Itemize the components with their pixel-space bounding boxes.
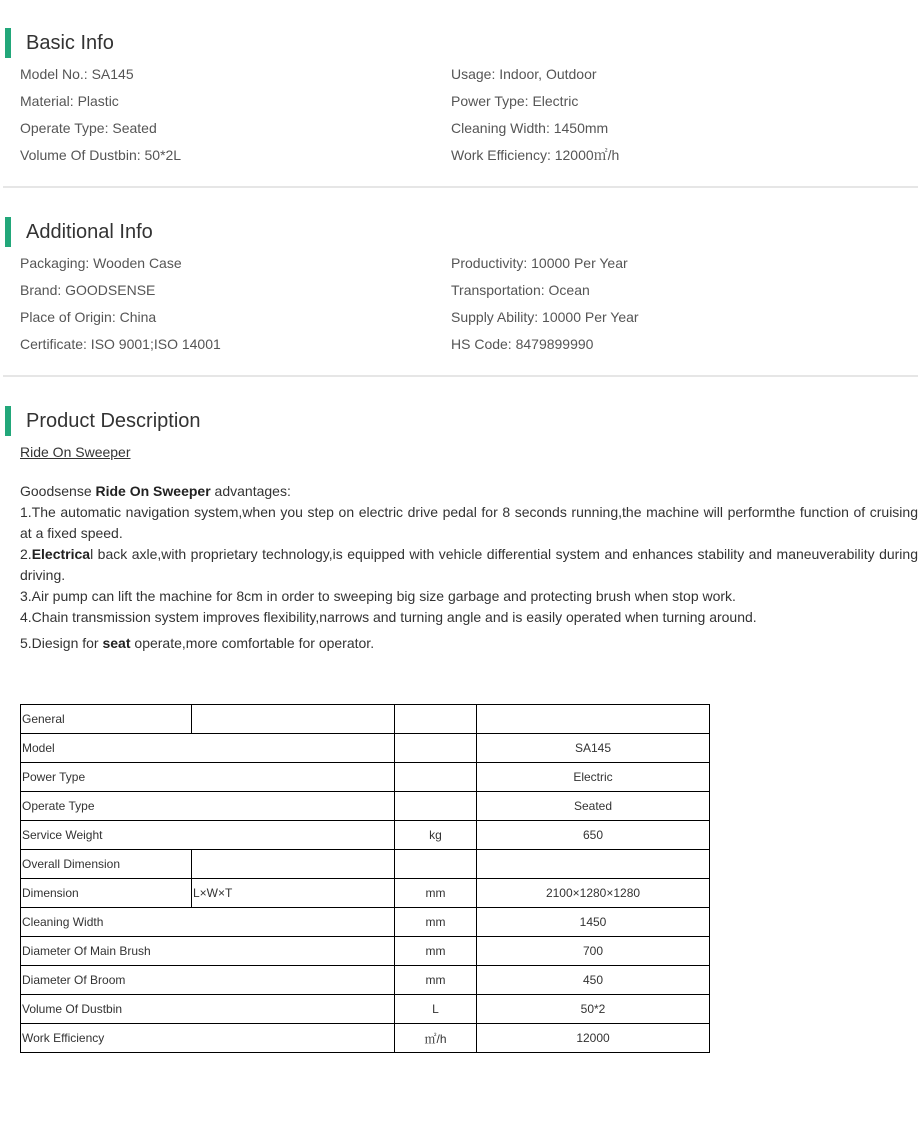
spec-value xyxy=(477,705,710,734)
spec-unit: kg xyxy=(395,821,477,850)
intro-bold-text: Ride On Sweeper xyxy=(95,483,211,499)
table-row xyxy=(21,850,710,879)
spec-label: Service Weight xyxy=(21,821,395,850)
basic-info-dustbin-volume: Volume Of Dustbin: 50*2L xyxy=(20,147,182,163)
spec-unit xyxy=(395,850,477,879)
additional-info-brand: Brand: GOODSENSE xyxy=(20,282,156,298)
spec-value: SA145 xyxy=(477,734,710,763)
table-row xyxy=(21,908,710,937)
spec-sublabel xyxy=(192,850,395,879)
spec-unit xyxy=(395,705,477,734)
spec-value: 12000 xyxy=(477,1024,710,1053)
table-row xyxy=(21,995,710,1024)
section-divider xyxy=(3,375,918,377)
point-2-bold-text: Electrica xyxy=(31,546,91,562)
basic-info-operate-type: Operate Type: Seated xyxy=(20,120,157,136)
section-divider xyxy=(3,186,918,188)
table-row xyxy=(21,1024,710,1053)
spec-unit: mm xyxy=(395,908,477,937)
table-row xyxy=(21,879,710,908)
section-accent-bar xyxy=(5,406,11,436)
spec-value: 1450 xyxy=(477,908,710,937)
spec-unit: L xyxy=(395,995,477,1024)
basic-info-model: Model No.: SA145 xyxy=(20,66,134,82)
intro-text-end: advantages: xyxy=(210,483,291,499)
spec-unit: ㎡/h xyxy=(395,1024,477,1053)
table-row xyxy=(21,705,710,734)
section-accent-bar xyxy=(5,28,11,58)
description-point-3: 3.Air pump can lift the machine for 8cm in order to sweeping big size garbage and protecting brush when stop work. xyxy=(20,588,736,604)
additional-info-hs-code: HS Code: 8479899990 xyxy=(451,336,594,352)
spec-label: Work Efficiency xyxy=(21,1024,395,1053)
spec-label: Diameter Of Main Brush xyxy=(21,937,395,966)
point-2-prefix: 2. xyxy=(20,546,32,562)
spec-value: 2100×1280×1280 xyxy=(477,879,710,908)
description-point-5 xyxy=(20,633,918,654)
intro-text: Goodsense xyxy=(20,483,96,499)
point-2-text: l back axle,with proprietary technology,is equipped with vehicle differential system and enhances stability and maneuverability during driving. xyxy=(20,546,918,583)
table-row xyxy=(21,734,710,763)
specification-table xyxy=(20,704,710,1053)
basic-info-usage: Usage: Indoor, Outdoor xyxy=(451,66,597,82)
spec-value: 700 xyxy=(477,937,710,966)
spec-label: Model xyxy=(21,734,395,763)
additional-info-productivity: Productivity: 10000 Per Year xyxy=(451,255,628,271)
point-5-bold-text: seat xyxy=(102,635,131,651)
spec-unit: mm xyxy=(395,966,477,995)
spec-sublabel: L×W×T xyxy=(192,879,395,908)
spec-value: 450 xyxy=(477,966,710,995)
table-row xyxy=(21,792,710,821)
spec-label: Overall Dimension xyxy=(21,850,192,879)
spec-label: Volume Of Dustbin xyxy=(21,995,395,1024)
spec-value: Seated xyxy=(477,792,710,821)
table-row xyxy=(21,763,710,792)
additional-info-origin: Place of Origin: China xyxy=(20,309,157,325)
description-point-1: 1.The automatic navigation system,when you step on electric drive pedal for 8 seconds running,the machine will performthe function of cruising at a fixed speed. xyxy=(20,504,918,541)
table-row xyxy=(21,966,710,995)
basic-info-cleaning-width: Cleaning Width: 1450mm xyxy=(451,120,609,136)
additional-info-supply-ability: Supply Ability: 10000 Per Year xyxy=(451,309,639,325)
spec-label: Dimension xyxy=(21,879,192,908)
spec-value xyxy=(477,850,710,879)
basic-info-title: Basic Info xyxy=(26,32,114,54)
additional-info-packaging: Packaging: Wooden Case xyxy=(20,255,182,271)
spec-sublabel xyxy=(192,705,395,734)
basic-info-power-type: Power Type: Electric xyxy=(451,93,579,109)
spec-value: 50*2 xyxy=(477,995,710,1024)
point-5-text: operate,more comfortable for operator. xyxy=(130,635,375,651)
basic-info-material: Material: Plastic xyxy=(20,93,119,109)
spec-value: 650 xyxy=(477,821,710,850)
basic-info-work-efficiency: Work Efficiency: 12000㎡/h xyxy=(451,147,620,163)
point-5-prefix: 5.Diesign for xyxy=(20,635,103,651)
table-row xyxy=(21,821,710,850)
spec-unit xyxy=(395,763,477,792)
spec-unit xyxy=(395,792,477,821)
spec-label: Cleaning Width xyxy=(21,908,395,937)
additional-info-transportation: Transportation: Ocean xyxy=(451,282,590,298)
table-row xyxy=(21,937,710,966)
additional-info-certificate: Certificate: ISO 9001;ISO 14001 xyxy=(20,336,221,352)
spec-unit xyxy=(395,734,477,763)
spec-value: Electric xyxy=(477,763,710,792)
spec-label: Power Type xyxy=(21,763,395,792)
spec-label: Diameter Of Broom xyxy=(21,966,395,995)
ride-on-sweeper-link[interactable]: Ride On Sweeper xyxy=(20,444,131,460)
section-accent-bar xyxy=(5,217,11,247)
description-point-2 xyxy=(20,544,918,586)
product-description-title: Product Description xyxy=(26,410,201,432)
description-point-4: 4.Chain transmission system improves flexibility,narrows and turning angle and is easily operated when turning around. xyxy=(20,609,757,625)
description-intro xyxy=(20,481,918,502)
spec-label: Operate Type xyxy=(21,792,395,821)
additional-info-title: Additional Info xyxy=(26,221,153,243)
spec-label: General xyxy=(21,705,192,734)
spec-unit: mm xyxy=(395,879,477,908)
spec-unit: mm xyxy=(395,937,477,966)
